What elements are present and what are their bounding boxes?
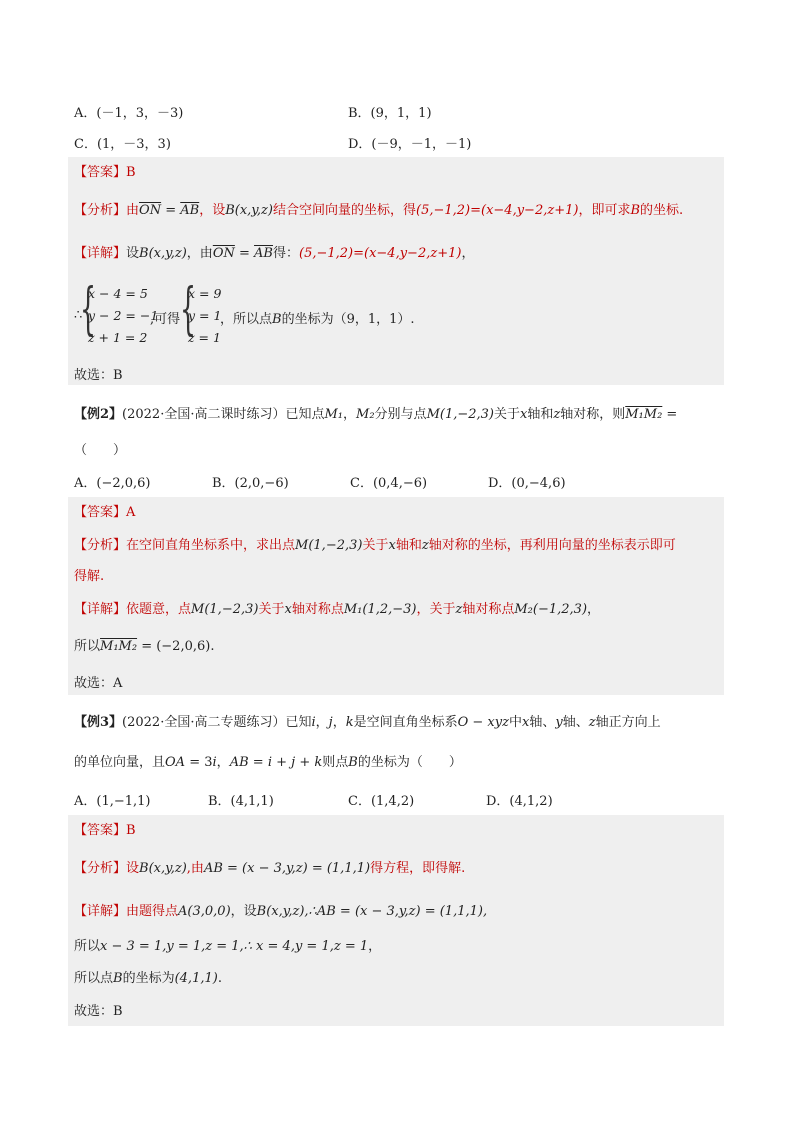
vector-on: $\overline{ON}$: [139, 203, 162, 218]
vector-ab: AB: [316, 904, 336, 919]
q1-option-b: B．(9，1，1): [348, 106, 432, 121]
q3-answer: [74, 822, 136, 840]
q1-option-d: D．(－9，－1，－1): [348, 137, 472, 152]
q2-option-d: D．(0,−4,6): [488, 476, 566, 491]
q2-final: 故选：A: [74, 676, 123, 691]
q3-option-a: A．(1,−1,1): [74, 794, 151, 809]
q2-option-b: B．(2,0,−6): [212, 476, 289, 491]
answer-value: B: [126, 165, 136, 180]
answer-value: B: [126, 823, 136, 838]
q2-stem: 【例2】(2022·全国·高二课时练习）已知点M₁，M₂分别与点M(1,−2,3)关于x轴和z轴对称，则M₁M₂ =: [74, 407, 678, 422]
answer-label: 【答案】: [74, 505, 127, 520]
detail-label: 【详解】: [74, 904, 127, 919]
vector-ab: AB: [229, 755, 249, 770]
q2-answer: [74, 504, 135, 522]
detail-label: 【详解】: [74, 246, 127, 261]
q2-analysis-cont: 得解.: [74, 569, 105, 584]
q3-option-d: D．(4,1,2): [486, 794, 553, 809]
q3-stem: 【例3】(2022·全国·高二专题练习）已知i，j，k是空间直角坐标系O − xyz中x轴、y轴、z轴正方向上: [74, 715, 661, 730]
q2-option-a: A．(−2,0,6): [74, 476, 151, 491]
analysis-label: 【分析】: [74, 861, 127, 876]
vector-ab: AB: [203, 861, 223, 876]
q1-detail: 【详解】设B(x,y,z)，由$\overline{ON} = \overline{AB}$得：(5,−1,2)=(x−4,y−2,z+1)，: [74, 246, 475, 261]
answer-value: A: [126, 505, 136, 520]
q3-so-1: 所以x − 3 = 1,y = 1,z = 1,∴ x = 4,y = 1,z = 1，: [74, 939, 382, 954]
q2-so: 所以M₁M₂ = (−2,0,6).: [74, 639, 215, 654]
vector-m1m2: M₁M₂: [100, 639, 138, 654]
vector-oa: OA: [165, 755, 186, 770]
q1-analysis: 【分析】由$\overline{ON} = \overline{AB}$，设B(x,y,z)结合空间向量的坐标，得(5,−1,2)=(x−4,y−2,z+1)，即可求B的坐标.: [74, 203, 684, 218]
vector-k: k: [345, 715, 354, 730]
analysis-label: 【分析】: [74, 538, 127, 553]
q2-stem-paren: （ ）: [74, 443, 127, 458]
q1-conclusion: ，所以点B的坐标为（9，1，1）.: [220, 312, 415, 327]
q3-option-c: C．(1,4,2): [348, 794, 415, 809]
vector-m1m2: M₁M₂: [625, 407, 663, 422]
q3-analysis: 【分析】设B(x,y,z),由AB = (x − 3,y,z) = (1,1,1)得方程，即得解.: [74, 861, 466, 876]
left-brace: {: [80, 277, 97, 342]
q1-answer: [74, 164, 136, 182]
can-get-text: ,可得: [150, 312, 181, 327]
q2-detail: 【详解】依题意，点M(1,−2,3)关于x轴对称点M₁(1,2,−3)，关于z轴对称点M₂(−1,2,3)，: [74, 602, 601, 617]
answer-label: 【答案】: [74, 165, 127, 180]
therefore-symbol: ∴: [74, 308, 83, 323]
vector-ab: $\overline{AB}$: [180, 203, 200, 218]
vector-ab: $\overline{AB}$: [254, 246, 273, 261]
example-label: 【例3】: [74, 715, 123, 730]
left-brace: {: [180, 277, 197, 342]
q3-stem-line2: 的单位向量，且OA = 3i，AB = i + j + k则点B的坐标为（ ）: [74, 755, 462, 770]
q3-so-2: 所以点B的坐标为(4,1,1).: [74, 971, 222, 986]
vector-j: j: [328, 715, 333, 730]
q1-solution-box: [68, 157, 724, 385]
vector-i: i: [311, 715, 316, 730]
q3-option-b: B．(4,1,1): [208, 794, 274, 809]
q1-option-a: A．(－1，3，－3): [74, 106, 184, 121]
q1-final: 故选：B: [74, 368, 123, 383]
q1-option-c: C．(1，－3，3): [74, 137, 171, 152]
detail-label: 【详解】: [74, 602, 127, 617]
equation-system-1: x − 4 = 5 y − 2 = −1 z + 1 = 2: [88, 286, 159, 345]
q2-solution-box: [68, 497, 724, 695]
q3-detail: 【详解】由题得点A(3,0,0)，设B(x,y,z),∴AB = (x − 3,y,z) = (1,1,1),: [74, 904, 488, 919]
q2-analysis: 【分析】在空间直角坐标系中，求出点M(1,−2,3)关于x轴和z轴对称的坐标，再利用向量的坐标表示即可: [74, 538, 676, 553]
vector-on: $\overline{ON}$: [212, 246, 235, 261]
answer-label: 【答案】: [74, 823, 127, 838]
example-label: 【例2】: [74, 407, 123, 422]
equation-system-2: x = 9 y = 1 z = 1: [188, 286, 222, 345]
q2-option-c: C．(0,4,−6): [350, 476, 428, 491]
q3-final: 故选：B: [74, 1004, 123, 1019]
analysis-label: 【分析】: [74, 203, 127, 218]
